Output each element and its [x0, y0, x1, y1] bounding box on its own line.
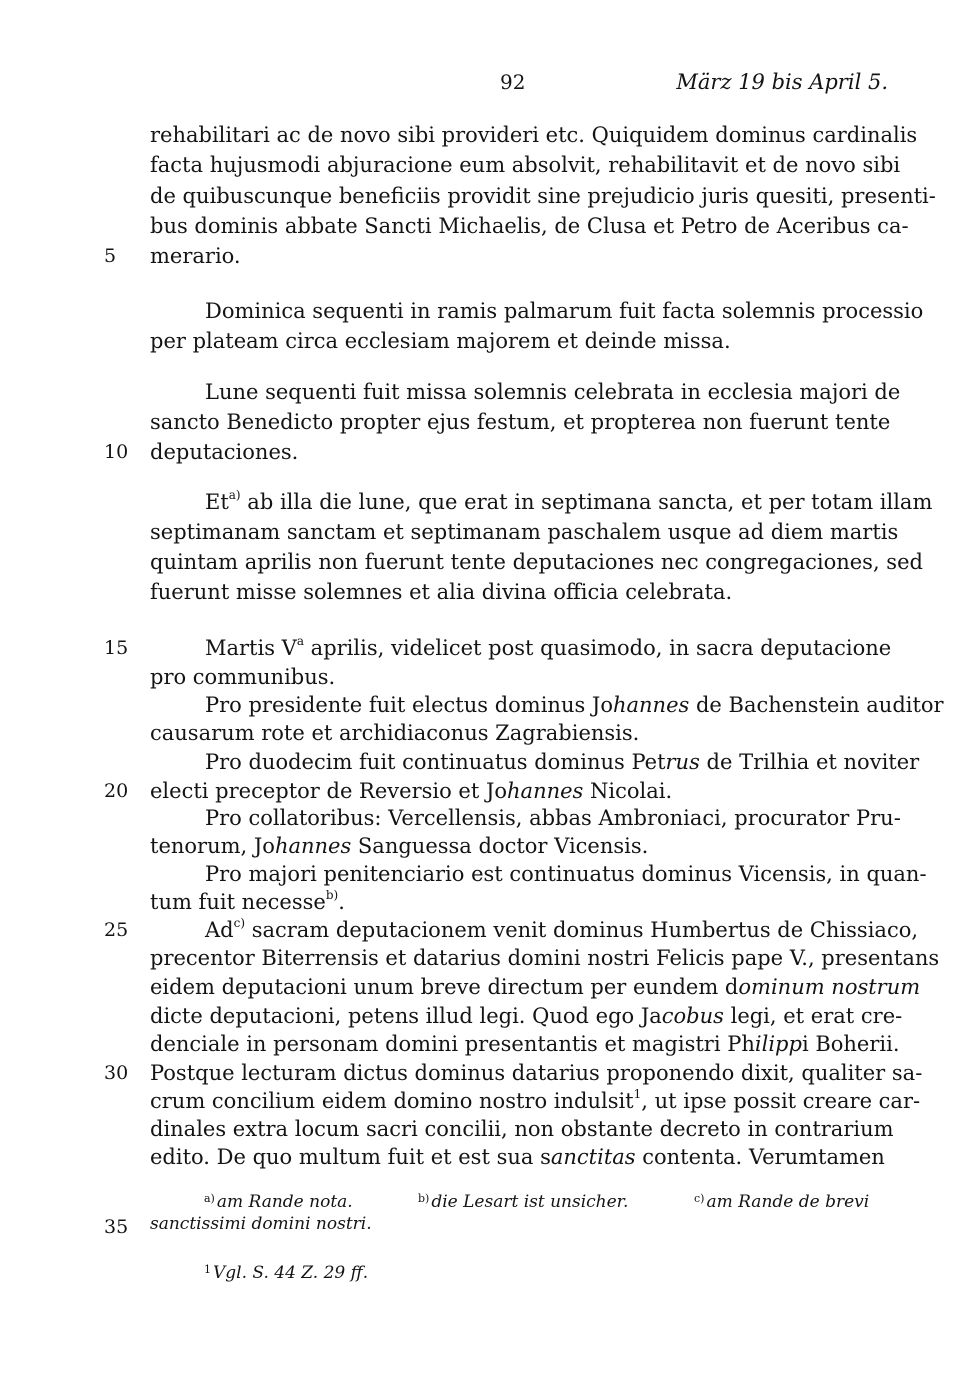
footnote-c-continued: sanctissimi domini nostri.	[150, 1214, 372, 1234]
text-line: merario.	[150, 244, 241, 268]
text-line: de quibuscunque beneficiis providit sine prejudicio juris quesiti, presenti-	[150, 184, 936, 208]
text-line: Ad$^{c)}$ sacram deputacionem venit dominus Humbertus de Chissiaco,	[205, 916, 919, 942]
text-line: quintam aprilis non fuerunt tente deputaciones nec congregaciones, sed	[150, 550, 923, 574]
text-line: Pro duodecim fuit continuatus dominus Petrus de Trilhia et noviter	[205, 750, 920, 774]
text-line: precentor Biterrensis et datarius domini nostri Felicis pape V., presentans	[150, 946, 940, 970]
text-line: dicte deputacioni, petens illud legi. Quod ego Jacobus legi, et erat cre-	[150, 1004, 903, 1028]
page-number: 92	[500, 70, 526, 94]
text-line: edito. De quo multum fuit et est sua sanctitas contenta. Verumtamen	[150, 1145, 885, 1169]
text-line: facta hujusmodi abjuracione eum absolvit, rehabilitavit et de novo sibi	[150, 153, 901, 177]
text-line: crum concilium eidem domino nostro indulsit$^1$, ut ipse possit creare car-	[150, 1087, 921, 1113]
footnote-c: $^{c)}$ am Rande de brevi	[694, 1192, 870, 1212]
footnote-mark-c: c)	[233, 916, 246, 930]
text-line: eidem deputacioni unum breve directum per eundem dominum nostrum	[150, 975, 921, 999]
line-number: 20	[104, 780, 129, 802]
line-number: 15	[104, 637, 129, 659]
footnote-a: $^{a)}$ am Rande nota.	[204, 1192, 353, 1212]
line-number: 30	[104, 1062, 129, 1084]
line-number: 10	[104, 441, 129, 463]
text-line: deputaciones.	[150, 440, 299, 464]
text-line: tenorum, Johannes Sanguessa doctor Vicensis.	[150, 834, 649, 858]
text-line: Et$^{a)}$ ab illa die lune, que erat in septimana sancta, et per totam illam	[205, 488, 933, 514]
text-line: septimanam sanctam et septimanam paschalem usque ad diem martis	[150, 520, 899, 544]
footnote-mark-b: b)	[325, 888, 339, 902]
text-line: pro communibus.	[150, 665, 336, 689]
text-line: Pro collatoribus: Vercellensis, abbas Ambroniaci, procurator Pru-	[205, 806, 901, 830]
footnote-ref-1: 1	[633, 1087, 642, 1101]
text-line: bus dominis abbate Sancti Michaelis, de Clusa et Petro de Aceribus ca-	[150, 214, 909, 238]
line-number: 5	[104, 245, 117, 267]
footnote-b: $^{b)}$ die Lesart ist unsicher.	[418, 1192, 629, 1212]
text-line: sancto Benedicto propter ejus festum, et propterea non fuerunt tente	[150, 410, 891, 434]
line-number: 35	[104, 1216, 129, 1238]
text-line: Pro presidente fuit electus dominus Johannes de Bachenstein auditor	[205, 693, 944, 717]
footnote-1: $^1$ Vgl. S. 44 Z. 29 ff.	[204, 1263, 369, 1283]
page-header	[0, 70, 960, 100]
running-title: März 19 bis April 5.	[676, 70, 888, 94]
text-line: Dominica sequenti in ramis palmarum fuit facta solemnis processio	[205, 299, 924, 323]
text-line: electi preceptor de Reversio et Johannes Nicolai.	[150, 779, 673, 803]
text-line: Martis $V^a$ aprilis, videlicet post quasimodo, in sacra deputacione	[205, 634, 892, 660]
line-number: 25	[104, 919, 129, 941]
text-line: Lune sequenti fuit missa solemnis celebrata in ecclesia majori de	[205, 380, 901, 404]
footnote-mark-a: a)	[228, 488, 241, 502]
text-line: Pro majori penitenciario est continuatus dominus Vicensis, in quan-	[205, 862, 927, 886]
text-line: rehabilitari ac de novo sibi provideri etc. Quiquidem dominus cardinalis	[150, 123, 918, 147]
text-line: causarum rote et archidiaconus Zagrabiensis.	[150, 721, 640, 745]
text-line: denciale in personam domini presentantis et magistri Philippi Boherii.	[150, 1032, 900, 1056]
text-line: per plateam circa ecclesiam majorem et deinde missa.	[150, 329, 731, 353]
text-line: dinales extra locum sacri concilii, non obstante decreto in contrarium	[150, 1117, 894, 1141]
text-line: Postque lecturam dictus dominus datarius proponendo dixit, qualiter sa-	[150, 1061, 923, 1085]
text-line: tum fuit necesse$^{b)}$.	[150, 888, 345, 914]
text-line: fuerunt misse solemnes et alia divina officia celebrata.	[150, 580, 733, 604]
